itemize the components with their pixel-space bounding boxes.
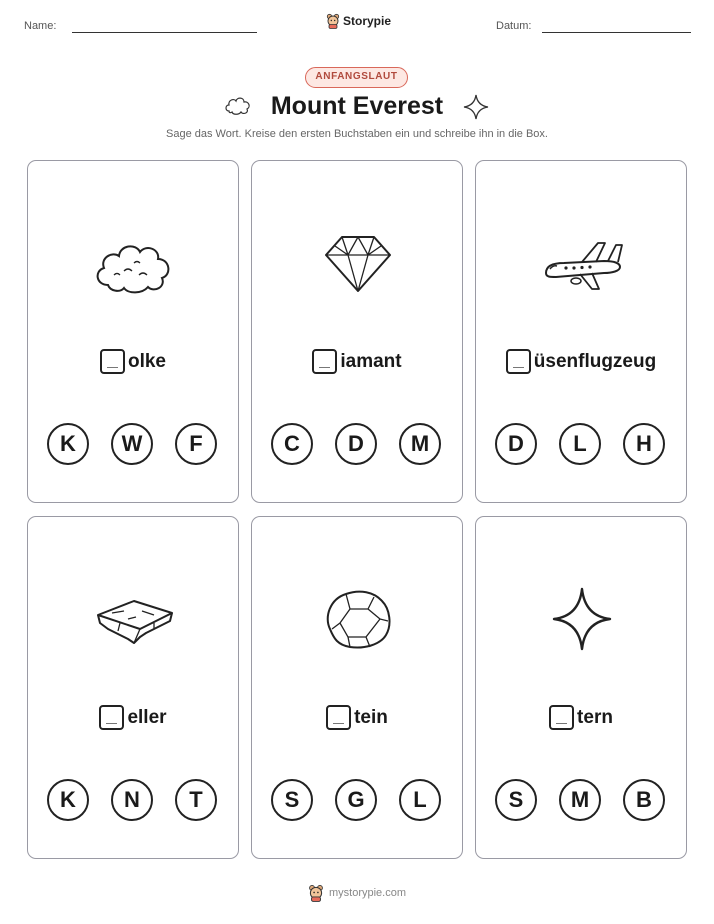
- letter-option[interactable]: D: [335, 423, 377, 465]
- word-rest: eller: [127, 706, 167, 728]
- instructions: Sage das Wort. Kreise den ersten Buchstaben ein und schreibe ihn in die Box.: [166, 128, 548, 140]
- brand-logo: [326, 13, 391, 29]
- letter-option[interactable]: G: [335, 779, 377, 821]
- letter-option[interactable]: C: [271, 423, 313, 465]
- name-line[interactable]: [72, 32, 257, 33]
- answer-box[interactable]: [99, 705, 124, 730]
- letter-options: [495, 423, 665, 465]
- letter-option[interactable]: H: [623, 423, 665, 465]
- word-card: [27, 160, 239, 503]
- word-rest: olke: [127, 350, 167, 372]
- letter-option[interactable]: K: [47, 423, 89, 465]
- word-row: [252, 705, 462, 730]
- letter-option[interactable]: K: [47, 779, 89, 821]
- word-card: [251, 516, 463, 859]
- letter-option[interactable]: L: [559, 423, 601, 465]
- letter-option[interactable]: S: [495, 779, 537, 821]
- letter-option[interactable]: N: [111, 779, 153, 821]
- word-card: [27, 516, 239, 859]
- letter-options: [271, 779, 441, 821]
- letter-option[interactable]: F: [175, 423, 217, 465]
- word-card: [475, 516, 687, 859]
- answer-box[interactable]: [326, 705, 351, 730]
- sparkle-deco-icon: [463, 94, 489, 120]
- category-badge: ANFANGSLAUT: [305, 67, 408, 88]
- page-title: Mount Everest: [270, 92, 444, 120]
- word-rest: üsenflugzeug: [533, 350, 657, 372]
- letter-option[interactable]: S: [271, 779, 313, 821]
- word-card: [475, 160, 687, 503]
- footer-url[interactable]: mystorypie.com: [328, 887, 407, 899]
- footer: [0, 884, 714, 902]
- mascot-icon: [326, 13, 340, 29]
- diamond-icon: [308, 223, 408, 303]
- cloud-icon: [84, 223, 184, 303]
- word-card: [251, 160, 463, 503]
- word-rest: tein: [354, 706, 388, 728]
- star-icon: [532, 579, 632, 659]
- date-line[interactable]: [542, 32, 691, 33]
- letter-option[interactable]: M: [559, 779, 601, 821]
- answer-box[interactable]: [549, 705, 574, 730]
- answer-box[interactable]: [312, 349, 337, 374]
- answer-box[interactable]: [506, 349, 531, 374]
- letter-option[interactable]: M: [399, 423, 441, 465]
- letter-option[interactable]: L: [399, 779, 441, 821]
- letter-options: [47, 423, 217, 465]
- name-label: Name:: [24, 20, 57, 32]
- letter-option[interactable]: W: [111, 423, 153, 465]
- word-rest: iamant: [340, 350, 402, 372]
- word-row: [28, 705, 238, 730]
- word-rest: tern: [577, 706, 613, 728]
- word-row: [252, 349, 462, 374]
- word-row: [476, 349, 686, 374]
- answer-box[interactable]: [100, 349, 125, 374]
- letter-option[interactable]: D: [495, 423, 537, 465]
- brand-name: Storypie: [343, 14, 392, 28]
- date-label: Datum:: [496, 20, 532, 32]
- airplane-icon: [532, 223, 632, 303]
- word-row: [476, 705, 686, 730]
- letter-options: [271, 423, 441, 465]
- letter-options: [47, 779, 217, 821]
- letter-option[interactable]: T: [175, 779, 217, 821]
- rock-slab-icon: [84, 579, 184, 659]
- mascot-icon: [308, 884, 324, 902]
- stone-icon: [308, 579, 408, 659]
- word-row: [28, 349, 238, 374]
- letter-options: [495, 779, 665, 821]
- letter-option[interactable]: B: [623, 779, 665, 821]
